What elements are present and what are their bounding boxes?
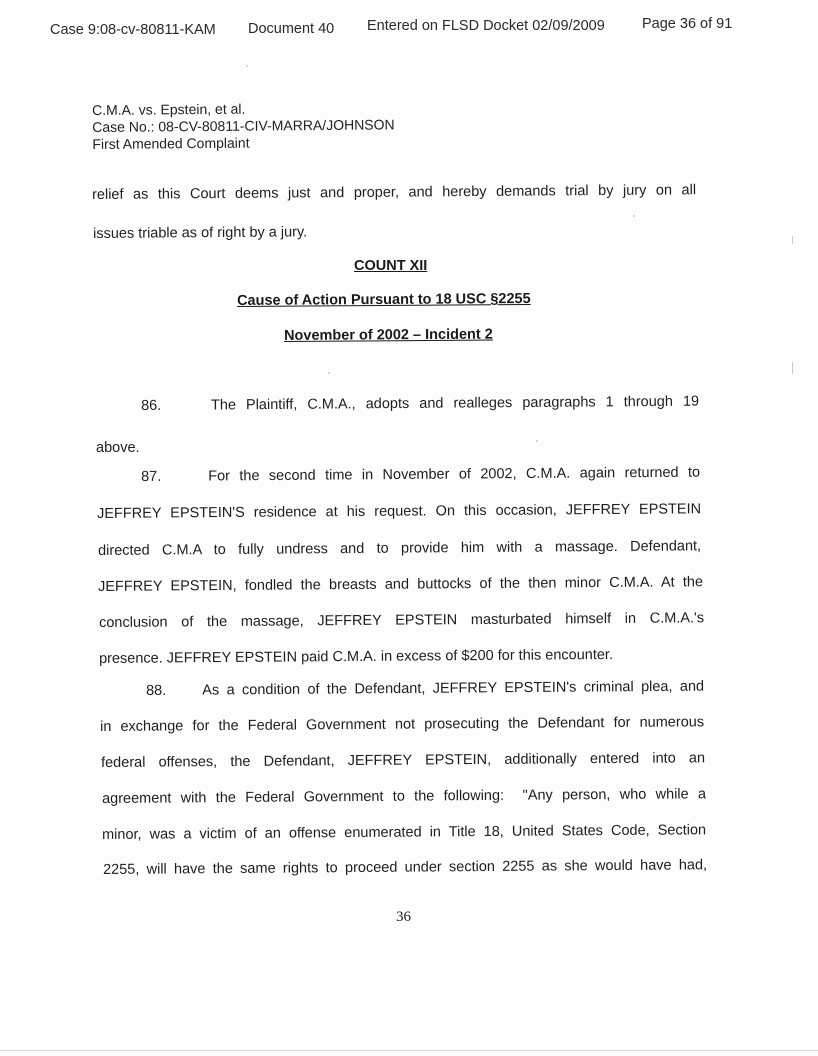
paragraph-88-line: federal offenses, the Defendant, JEFFREY EPSTEIN, additionally entered into an bbox=[101, 750, 706, 771]
scan-speck bbox=[792, 236, 793, 244]
caption-parties: C.M.A. vs. Epstein, et al. bbox=[92, 100, 246, 118]
paragraph-88-line: minor, was a victim of an offense enumerated in Title 18, United States Code, Section bbox=[102, 822, 707, 843]
paragraph-87-line: 87. For the second time in November of 2002, C.M.A. again returned to bbox=[141, 464, 701, 485]
caption-case-no: Case No.: 08-CV-80811-CIV-MARRA/JOHNSON bbox=[92, 116, 395, 135]
scan-speck bbox=[633, 215, 635, 217]
page-number: 36 bbox=[396, 909, 411, 925]
count-incident: November of 2002 – Incident 2 bbox=[284, 326, 493, 344]
count-title: COUNT XII bbox=[354, 258, 428, 274]
case-caption bbox=[92, 99, 395, 153]
paragraph-87-line: JEFFREY EPSTEIN, fondled the breasts and buttocks of the then minor C.M.A. At the bbox=[98, 574, 704, 595]
scan-speck bbox=[536, 440, 538, 442]
document-number: Document 40 bbox=[248, 21, 335, 37]
paragraph-line: issues triable as of right by a jury. bbox=[93, 224, 308, 242]
count-subtitle: Cause of Action Pursuant to 18 USC §2255 bbox=[237, 290, 531, 309]
paragraph-86-line: above. bbox=[96, 440, 140, 456]
paragraph-88-line: 2255, will have the same rights to proceed under section 2255 as she would have had, bbox=[103, 857, 708, 878]
court-filing-header bbox=[0, 16, 818, 42]
paragraph-87-line: presence. JEFFREY EPSTEIN paid C.M.A. in excess of $200 for this encounter. bbox=[99, 646, 614, 667]
paragraph-line: relief as this Court deems just and proper, and hereby demands trial by jury on all bbox=[92, 182, 697, 203]
paragraph-87-line: conclusion of the massage, JEFFREY EPSTEIN masturbated himself in C.M.A.'s bbox=[99, 610, 705, 631]
paragraph-86-line: 86. The Plaintiff, C.M.A., adopts and realleges paragraphs 1 through 19 bbox=[141, 393, 700, 414]
paragraph-88-line: 88. As a condition of the Defendant, JEFFREY EPSTEIN's criminal plea, and bbox=[146, 678, 705, 699]
case-number: Case 9:08-cv-80811-KAM bbox=[50, 22, 216, 38]
paragraph-88-line: agreement with the Federal Government to the following: "Any person, who while a bbox=[102, 786, 707, 807]
page-counter: Page 36 of 91 bbox=[642, 16, 733, 32]
paragraph-87-line: directed C.M.A to fully undress and to provide him with a massage. Defendant, bbox=[98, 538, 702, 559]
caption-doc-title: First Amended Complaint bbox=[92, 134, 250, 152]
scan-speck bbox=[328, 372, 330, 374]
paragraph-88-line: in exchange for the Federal Government not prosecuting the Defendant for numerous bbox=[100, 714, 705, 735]
scan-speck bbox=[792, 362, 793, 374]
scan-speck bbox=[246, 65, 248, 67]
paragraph-87-line: JEFFREY EPSTEIN'S residence at his request. On this occasion, JEFFREY EPSTEIN bbox=[97, 501, 702, 522]
docket-entry: Entered on FLSD Docket 02/09/2009 bbox=[367, 18, 605, 34]
scan-bottom-edge bbox=[0, 1050, 818, 1051]
